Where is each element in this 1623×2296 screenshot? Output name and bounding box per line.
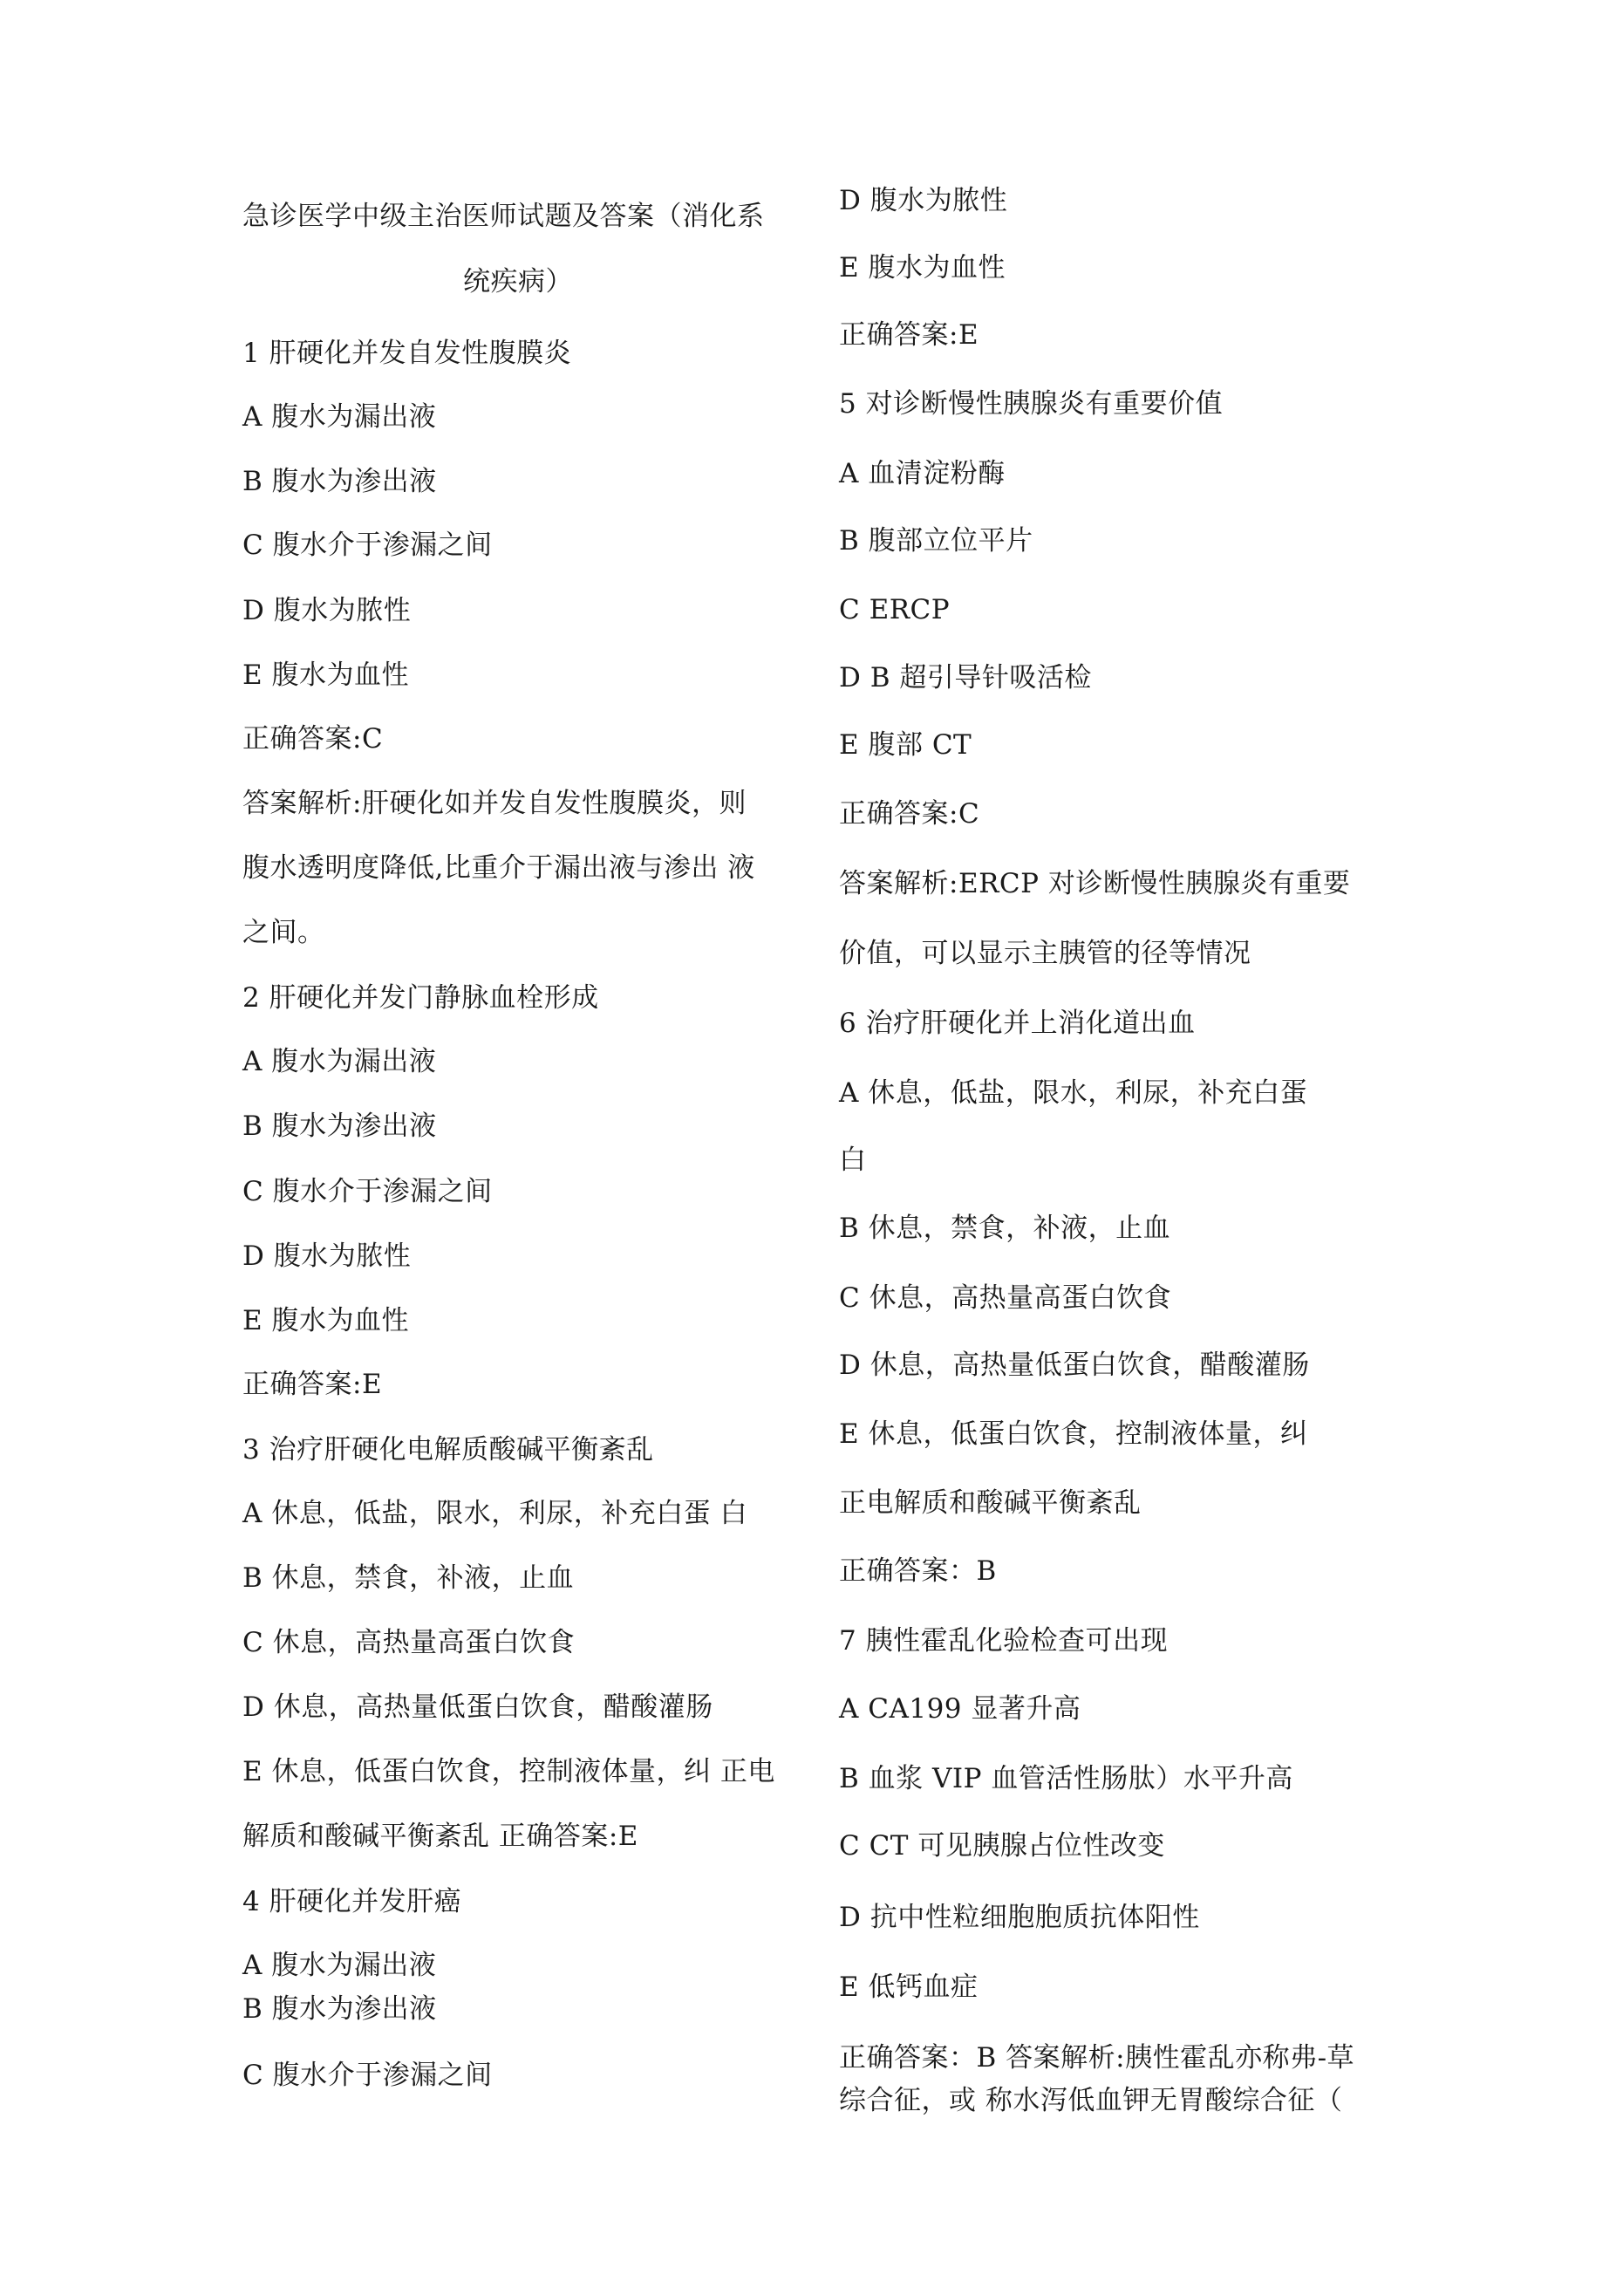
text-line: B 血浆 VIP 血管活性肠肽）水平升高 bbox=[839, 1763, 1293, 1794]
text-line: D 腹水为脓性 bbox=[839, 185, 1008, 216]
text-line: 正确答案:C bbox=[242, 723, 384, 755]
text-line: 正确答案:E bbox=[242, 1369, 383, 1400]
text-line: E 腹水为血性 bbox=[839, 252, 1006, 284]
text-line: E 低钙血症 bbox=[839, 1971, 979, 2003]
text-line: 统疾病） bbox=[463, 266, 573, 297]
text-line: B 腹水为渗出液 bbox=[242, 466, 437, 497]
text-line: 急诊医学中级主治医师试题及答案（消化系 bbox=[242, 201, 765, 232]
text-line: B 腹部立位平片 bbox=[839, 525, 1033, 557]
text-line: D 腹水为脓性 bbox=[242, 595, 412, 626]
text-line: C CT 可见胰腺占位性改变 bbox=[839, 1830, 1165, 1862]
text-line: B 休息，禁食，补液，止血 bbox=[242, 1562, 575, 1594]
text-line: E 休息，低蛋白饮食，控制液体量，纠 正电 bbox=[242, 1756, 775, 1787]
text-line: 4 肝硬化并发肝癌 bbox=[242, 1886, 462, 1917]
text-line: A 腹水为漏出液 bbox=[242, 401, 437, 433]
text-line: 6 治疗肝硬化并上消化道出血 bbox=[839, 1008, 1196, 1039]
text-line: 正确答案：B bbox=[839, 1555, 997, 1587]
text-line: 2 肝硬化并发门静脉血栓形成 bbox=[242, 982, 599, 1014]
text-line: E 腹水为血性 bbox=[242, 1305, 409, 1336]
text-line: 正确答案：B 答案解析:胰性霍乱亦称弗-草 bbox=[839, 2042, 1355, 2074]
text-line: C ERCP bbox=[839, 594, 951, 625]
text-line: A 腹水为漏出液 bbox=[242, 1950, 437, 1981]
text-line: 之间。 bbox=[242, 917, 325, 948]
text-line: 解质和酸碱平衡紊乱 正确答案:E bbox=[242, 1821, 638, 1852]
text-line: 腹水透明度降低,比重介于漏出液与渗出 液 bbox=[242, 852, 755, 884]
text-line: B 腹水为渗出液 bbox=[242, 1993, 437, 2025]
text-line: 正确答案:E bbox=[839, 319, 979, 351]
text-line: D B 超引导针吸活检 bbox=[839, 662, 1092, 694]
text-line: 3 治疗肝硬化电解质酸碱平衡紊乱 bbox=[242, 1434, 654, 1466]
text-line: 价值，可以显示主胰管的径等情况 bbox=[839, 938, 1251, 969]
text-line: B 腹水为渗出液 bbox=[242, 1110, 437, 1142]
text-line: C 腹水介于渗漏之间 bbox=[242, 1176, 493, 1207]
text-line: 正电解质和酸碱平衡紊乱 bbox=[839, 1487, 1142, 1519]
text-line: D 休息，高热量低蛋白饮食，醋酸灌肠 bbox=[839, 1350, 1310, 1381]
text-line: D 抗中性粒细胞胞质抗体阳性 bbox=[839, 1902, 1200, 1933]
text-line: A CA199 显著升高 bbox=[839, 1693, 1081, 1725]
text-line: 1 肝硬化并发自发性腹膜炎 bbox=[242, 338, 572, 369]
text-line: D 休息，高热量低蛋白饮食，醋酸灌肠 bbox=[242, 1691, 713, 1723]
text-line: 综合征，或 称水泻低血钾无胃酸综合征（ bbox=[839, 2085, 1343, 2116]
text-line: A 休息，低盐，限水，利尿，补充白蛋 bbox=[839, 1077, 1308, 1109]
text-line: B 休息，禁食，补液，止血 bbox=[839, 1213, 1171, 1244]
text-line: C 腹水介于渗漏之间 bbox=[242, 530, 493, 561]
text-line: A 血清淀粉酶 bbox=[839, 458, 1006, 489]
text-line: E 腹水为血性 bbox=[242, 659, 409, 691]
text-line: A 腹水为漏出液 bbox=[242, 1046, 437, 1077]
text-line: 答案解析:肝硬化如并发自发性腹膜炎，则 bbox=[242, 788, 747, 819]
text-line: C 休息，高热量高蛋白饮食 bbox=[242, 1627, 576, 1658]
text-line: C 休息，高热量高蛋白饮食 bbox=[839, 1282, 1172, 1314]
text-line: C 腹水介于渗漏之间 bbox=[242, 2060, 493, 2091]
text-line: D 腹水为脓性 bbox=[242, 1240, 412, 1272]
text-line: E 休息，低蛋白饮食，控制液体量，纠 bbox=[839, 1418, 1308, 1450]
text-line: 7 胰性霍乱化验检查可出现 bbox=[839, 1625, 1169, 1657]
text-line: A 休息，低盐，限水，利尿，补充白蛋 白 bbox=[242, 1498, 748, 1529]
text-line: E 腹部 CT bbox=[839, 729, 972, 761]
text-line: 正确答案:C bbox=[839, 798, 980, 830]
text-line: 答案解析:ERCP 对诊断慢性胰腺炎有重要 bbox=[839, 868, 1351, 899]
text-line: 白 bbox=[839, 1145, 867, 1176]
text-line: 5 对诊断慢性胰腺炎有重要价值 bbox=[839, 388, 1224, 420]
